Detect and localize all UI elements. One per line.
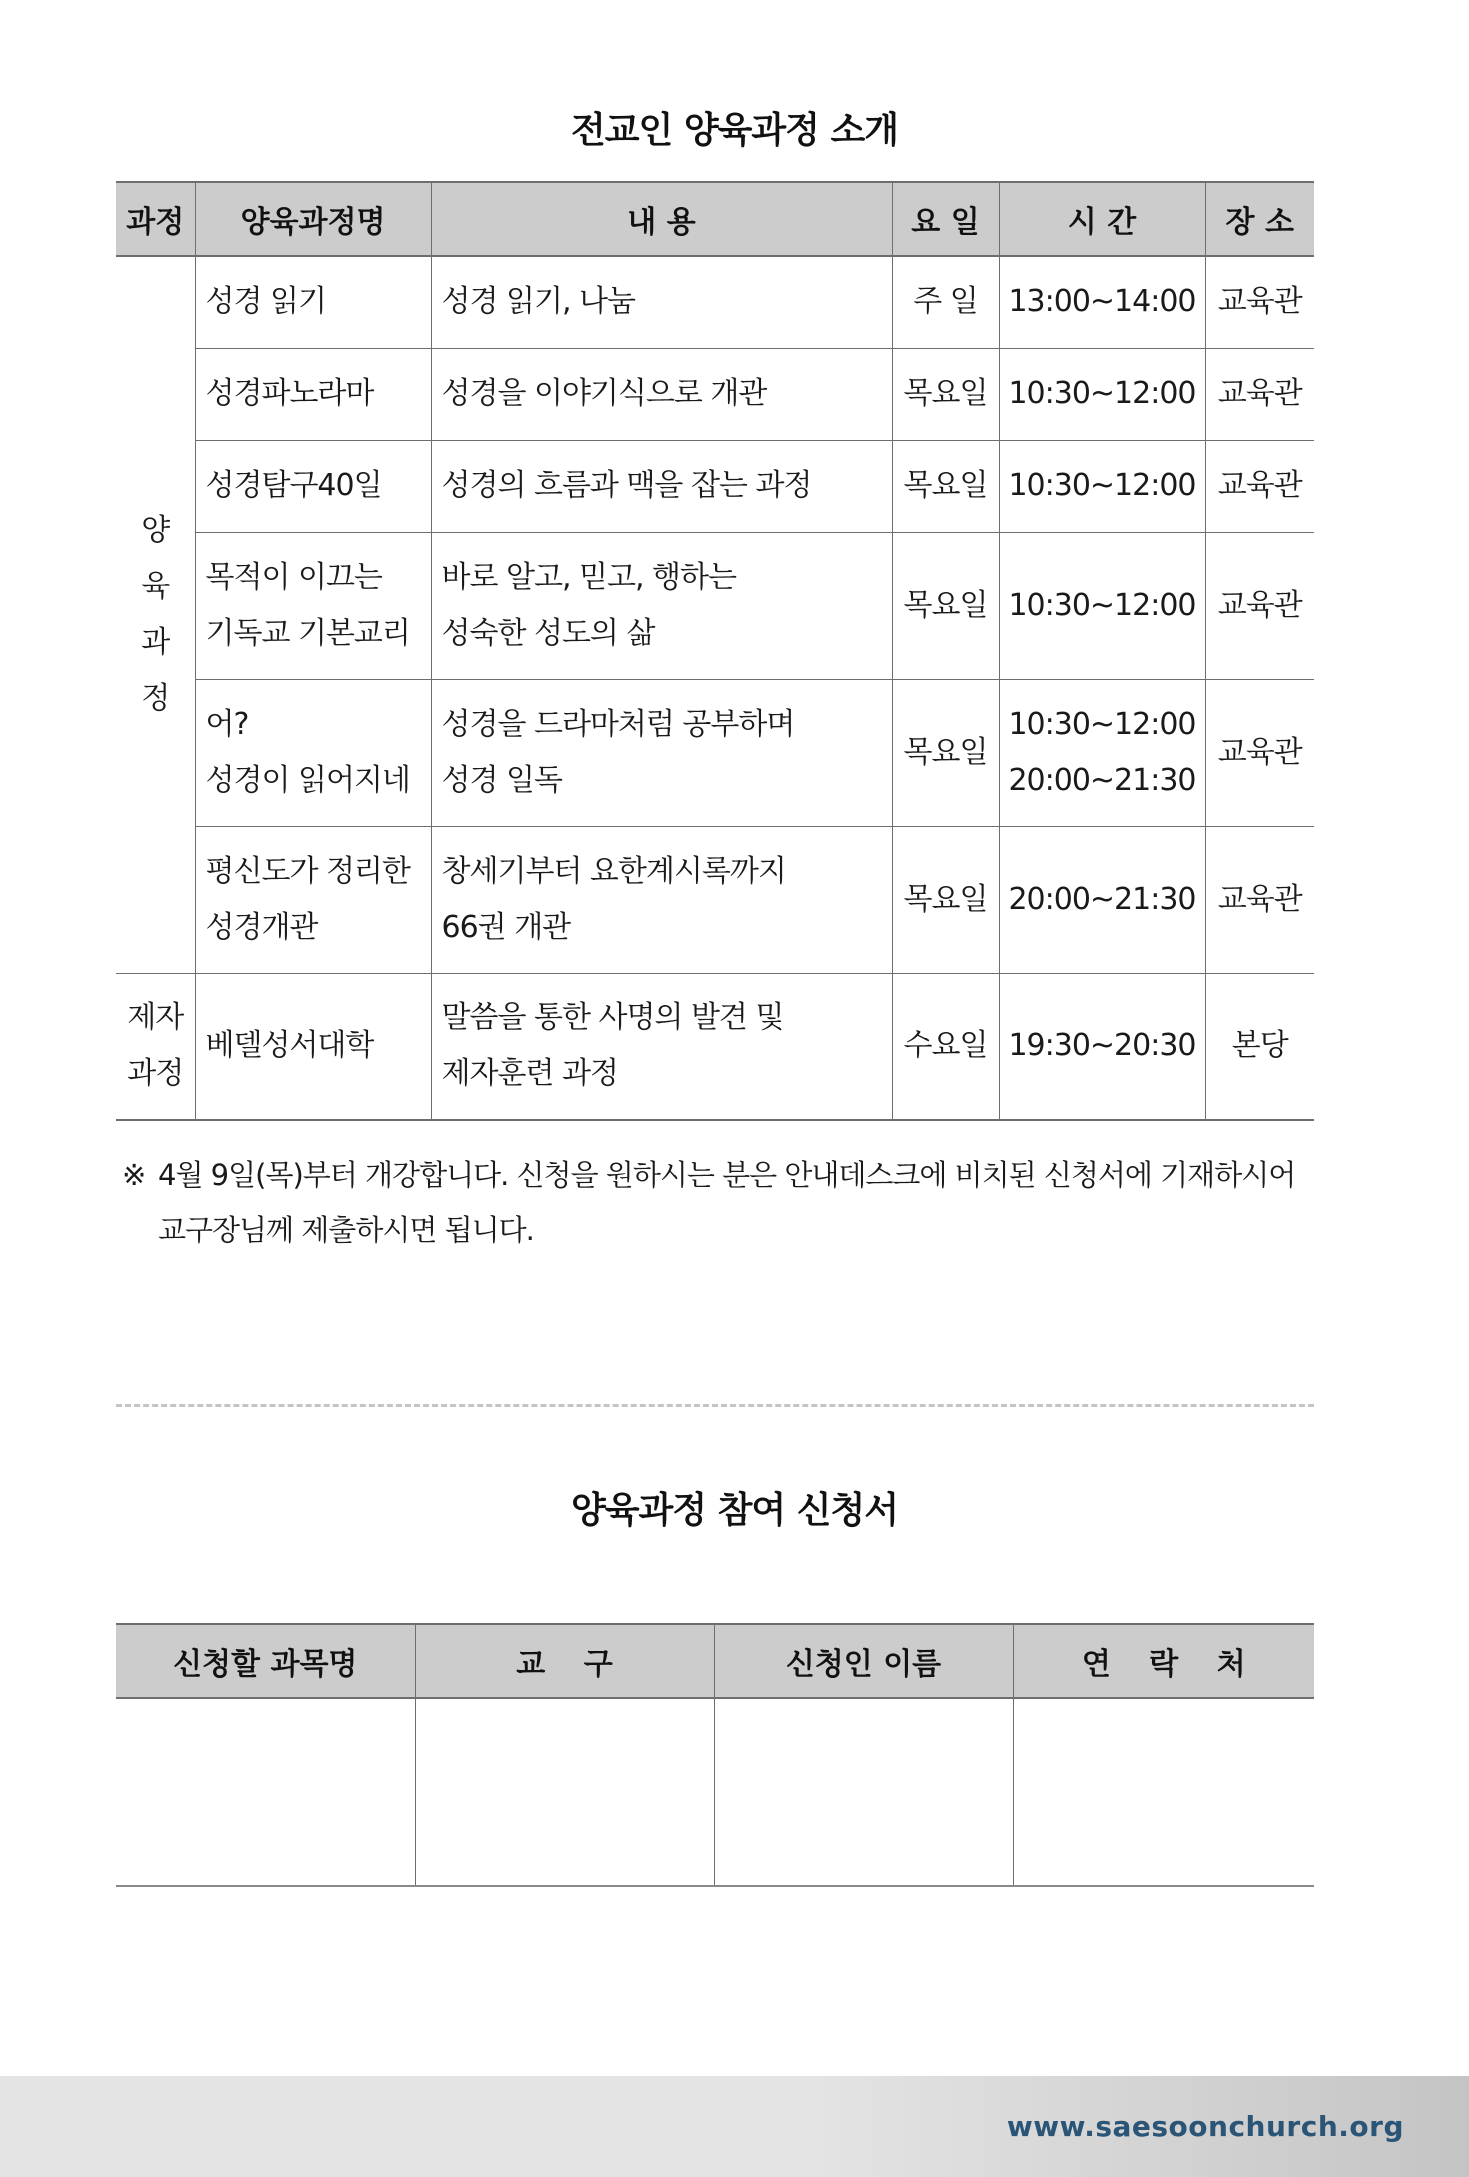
- course-content: 성경을 드라마처럼 공부하며 성경 일독: [431, 679, 892, 826]
- course-place: 교육관: [1205, 256, 1314, 348]
- course-table: [116, 181, 1314, 1121]
- table-row: [116, 348, 1314, 440]
- application-form-table: [116, 1623, 1314, 1887]
- course-table-header: [116, 182, 1314, 256]
- header-content: 내 용: [431, 182, 892, 256]
- header-applicant-name: 신청인 이름: [714, 1624, 1013, 1698]
- category-line: 과정: [127, 1056, 184, 1092]
- header-course-to-apply: 신청할 과목명: [116, 1624, 415, 1698]
- form-table-header: [116, 1624, 1314, 1698]
- course-time: 10:30~12:00: [999, 440, 1205, 532]
- course-day: 목요일: [892, 348, 999, 440]
- course-time: 13:00~14:00: [999, 256, 1205, 348]
- course-day: 목요일: [892, 440, 999, 532]
- course-place: 교육관: [1205, 532, 1314, 679]
- category-char: 육: [141, 568, 170, 604]
- note-line-1: 4월 9일(목)부터 개강합니다. 신청을 원하시는 분은 안내데스크에 비치된 신청서에 기재하시어: [158, 1158, 1296, 1192]
- course-content: 창세기부터 요한계시록까지 66권 개관: [431, 826, 892, 973]
- course-content: 바로 알고, 믿고, 행하는 성숙한 성도의 삶: [431, 532, 892, 679]
- parish-field[interactable]: [415, 1698, 714, 1886]
- course-content: 성경의 흐름과 맥을 잡는 과정: [431, 440, 892, 532]
- course-content: 성경을 이야기식으로 개관: [431, 348, 892, 440]
- table-row: [116, 679, 1314, 826]
- course-place: 교육관: [1205, 826, 1314, 973]
- header-category: 과정: [116, 182, 195, 256]
- church-website-link[interactable]: www.saesoonchurch.org: [1006, 2110, 1404, 2143]
- course-name: 성경파노라마: [195, 348, 431, 440]
- course-day: 목요일: [892, 532, 999, 679]
- course-name: 성경탐구40일: [195, 440, 431, 532]
- course-name: 베델성서대학: [195, 973, 431, 1120]
- course-time: 10:30~12:00 20:00~21:30: [999, 679, 1205, 826]
- form-entry-row: [116, 1698, 1314, 1886]
- table-row: [116, 440, 1314, 532]
- course-place: 교육관: [1205, 440, 1314, 532]
- note-line-2: 교구장님께 제출하시면 됩니다.: [158, 1213, 534, 1247]
- page-title: 전교인 양육과정 소개: [570, 110, 899, 151]
- course-time: 19:30~20:30: [999, 973, 1205, 1120]
- category-char: 과: [141, 624, 170, 660]
- course-time: 10:30~12:00: [999, 348, 1205, 440]
- course-day: 목요일: [892, 679, 999, 826]
- course-day: 수요일: [892, 973, 999, 1120]
- course-name: 성경 읽기: [195, 256, 431, 348]
- course-place: 본당: [1205, 973, 1314, 1120]
- course-time: 20:00~21:30: [999, 826, 1205, 973]
- course-time: 10:30~12:00: [999, 532, 1205, 679]
- applicant-name-field[interactable]: [714, 1698, 1013, 1886]
- category-cell-nurture: [116, 256, 195, 973]
- course-content: 성경 읽기, 나눔: [431, 256, 892, 348]
- table-row: [116, 532, 1314, 679]
- contact-field[interactable]: [1013, 1698, 1314, 1886]
- form-title: 양육과정 참여 신청서: [570, 1490, 899, 1531]
- table-row: [116, 973, 1314, 1120]
- note-mark: ※: [122, 1158, 146, 1192]
- category-cell-discipleship: [116, 973, 195, 1120]
- header-place: 장 소: [1205, 182, 1314, 256]
- header-day: 요 일: [892, 182, 999, 256]
- category-char: 양: [141, 512, 170, 548]
- footer-bar: [0, 2076, 1469, 2177]
- course-place: 교육관: [1205, 679, 1314, 826]
- table-row: [116, 826, 1314, 973]
- course-to-apply-field[interactable]: [116, 1698, 415, 1886]
- header-course-name: 양육과정명: [195, 182, 431, 256]
- cut-line-divider: [116, 1404, 1314, 1407]
- registration-note: [122, 1148, 1322, 1258]
- table-row: [116, 256, 1314, 348]
- course-content: 말씀을 통한 사명의 발견 및 제자훈련 과정: [431, 973, 892, 1120]
- course-name: 평신도가 정리한 성경개관: [195, 826, 431, 973]
- category-line: 제자: [127, 1000, 184, 1036]
- category-char: 정: [141, 680, 170, 716]
- course-place: 교육관: [1205, 348, 1314, 440]
- course-name: 어? 성경이 읽어지네: [195, 679, 431, 826]
- course-day: 목요일: [892, 826, 999, 973]
- course-day: 주 일: [892, 256, 999, 348]
- header-contact: 연 락 처: [1013, 1624, 1314, 1698]
- header-parish: 교 구: [415, 1624, 714, 1698]
- header-time: 시 간: [999, 182, 1205, 256]
- course-name: 목적이 이끄는 기독교 기본교리: [195, 532, 431, 679]
